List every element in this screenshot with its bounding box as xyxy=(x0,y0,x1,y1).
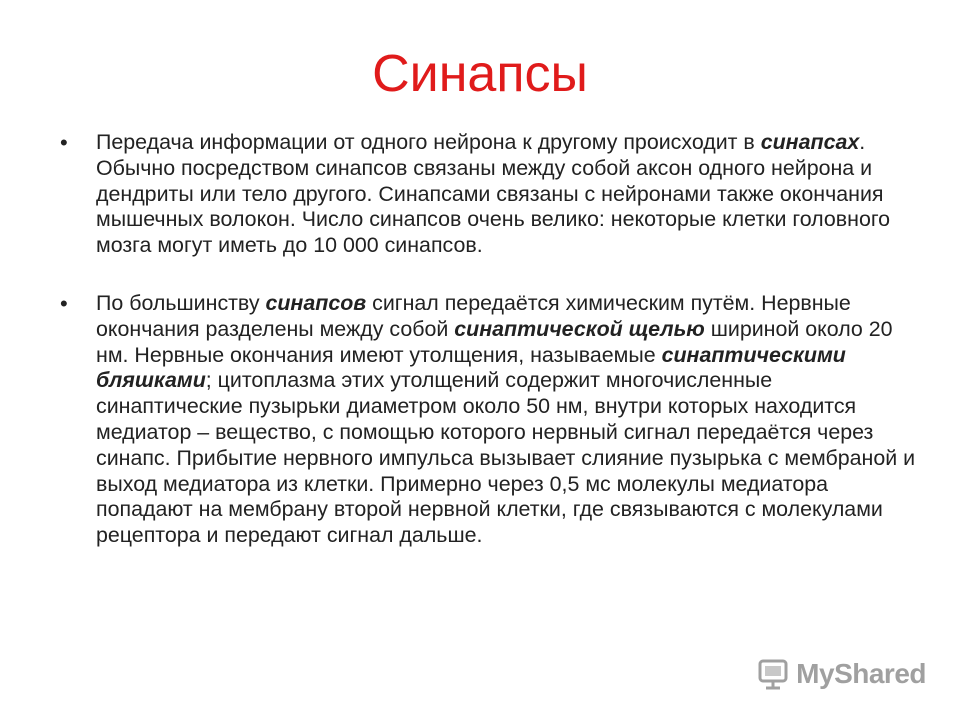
slide-title: Синапсы xyxy=(372,45,588,103)
bullet-text xyxy=(96,291,915,547)
bullet-text-part: Передача информации от одного нейрона к другому происходит в xyxy=(96,130,761,154)
presentation-board-icon xyxy=(756,657,790,691)
term-emphasis: синаптическими бляшками xyxy=(96,342,846,393)
term-emphasis: синапсов xyxy=(265,290,367,315)
bullet-marker: • xyxy=(60,290,68,316)
term-emphasis: синаптической щелью xyxy=(454,316,705,341)
bullet-text-part: По большинству xyxy=(96,290,266,315)
bullet-list xyxy=(60,130,920,549)
watermark-text: MyShared xyxy=(796,658,926,689)
bullet-text xyxy=(96,130,890,257)
term-emphasis: синапсах xyxy=(760,130,860,154)
bullet-text-part: сигнал передаётся химическим путём. Нервные окончания разделены между собой xyxy=(96,290,851,341)
bullet-text-part: ; цитоплазма этих утолщений содержит многочисленные синаптические пузырьки диаметром около 50 нм, внутри которых находится медиатор – вещество, с помощью которого нервный сигнал передаётся через синапс. Прибытие нервного импульса вызывает слияние пузырька с мембраной и выход медиатора из клетки. Примерно через 0,5 мс молекулы медиатора попадают на мембрану второй нервной клетки, где связываются с молекулами рецептора и передают сигнал дальше. xyxy=(96,368,916,548)
bullet-item xyxy=(60,291,920,549)
bullet-marker: • xyxy=(60,130,68,155)
myshared-watermark xyxy=(756,656,926,692)
bullet-item xyxy=(60,130,920,259)
bullet-text-part: шириной около 20 нм. Нервные окончания имеют утолщения, называемые xyxy=(96,316,893,367)
bullet-text-part: . Обычно посредством синапсов связаны между собой аксон одного нейрона и дендриты или тело другого. Синапсами связаны с нейронами также окончания мышечных волокон. Число синапсов очень велико: некоторые клетки головного мозга могут иметь до 10 000 синапсов. xyxy=(96,130,891,258)
